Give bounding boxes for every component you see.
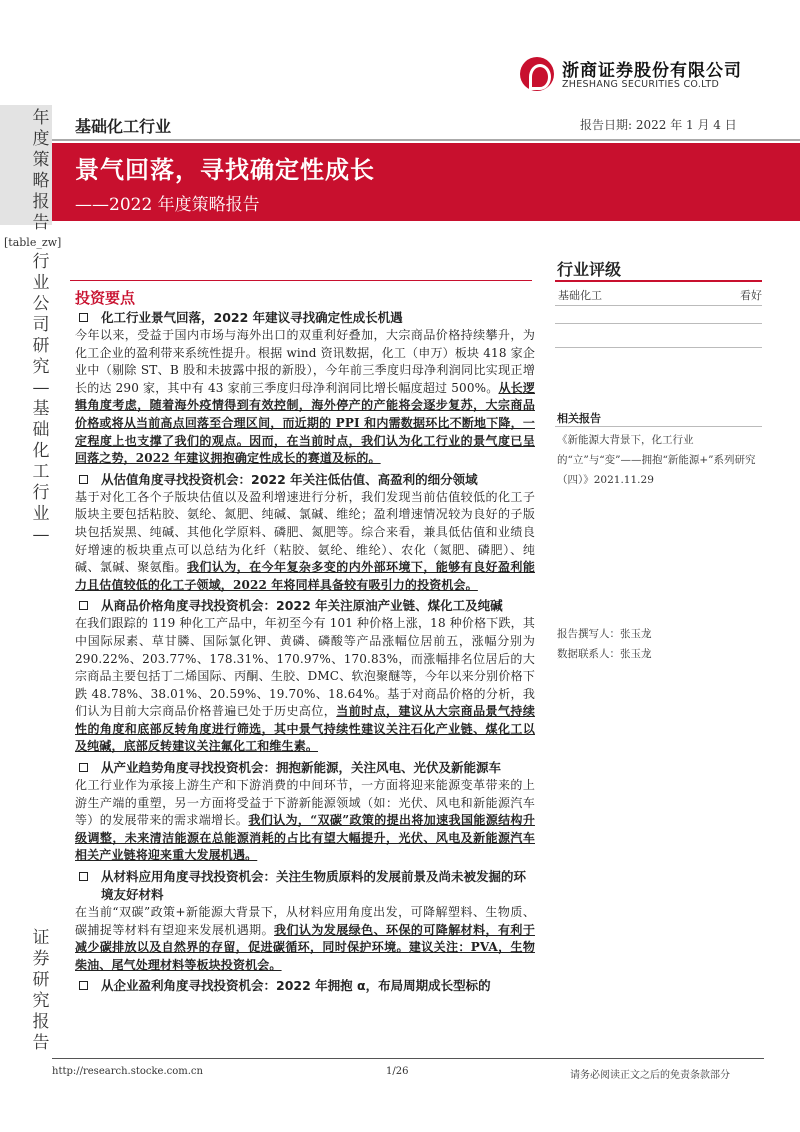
checkbox-icon <box>79 872 88 881</box>
rating-value: 看好 <box>740 289 762 302</box>
data-contact: 数据联系人：张玉龙 <box>557 648 652 660</box>
report-subtitle: ——2022 年度策略报告 <box>75 195 260 215</box>
divider <box>555 305 762 306</box>
bullet-title: 从企业盈利角度寻找投资机会：2022 年拥抱 α，布局周期成长型标的 <box>101 978 491 994</box>
company-name-cn: 浙商证券股份有限公司 <box>562 61 742 81</box>
related-rule <box>555 426 762 427</box>
bullet-paragraph <box>75 904 535 974</box>
checkbox-icon <box>79 313 88 322</box>
bullet-block <box>75 868 535 974</box>
paragraph-highlight: 我们认为，在今年复杂多变的内外部环境下，能够有良好盈利能力且估值较低的化工子领域，2022 年将同样具备较有吸引力的投资机会。 <box>75 560 535 592</box>
rating-row <box>558 287 762 303</box>
investment-points <box>75 306 535 995</box>
checkbox-icon <box>79 981 88 990</box>
company-logo <box>520 55 760 95</box>
section-title: 投资要点 <box>75 289 136 307</box>
logo-mark-icon <box>520 57 554 91</box>
divider <box>555 323 762 324</box>
bullet-paragraph <box>75 489 535 595</box>
bullet-title: 化工行业景气回落，2022 年建议寻找确定性成长机遇 <box>101 310 403 325</box>
industry-name: 基础化工行业 <box>75 117 172 136</box>
bullet-block <box>75 309 535 468</box>
page-number: 1/26 <box>386 1066 409 1077</box>
related-report-item: 《新能源大背景下，化工行业的“立”与“变”——拥抱“新能源+”系列研究（四）》2021.11.29 <box>557 434 756 486</box>
bullet-paragraph <box>75 615 535 756</box>
paragraph-highlight: 我们认为发展绿色、环保的可降解材料，有利于减少碳排放以及自然界的存留，促进碳循环，同时保护环境。建议关注：PVA，生物柴油、尾气处理材料等板块投资机会。 <box>75 922 535 972</box>
bullet-heading <box>75 597 535 615</box>
bullet-title: 从估值角度寻找投资机会：2022 年关注低估值、高盈利的细分领域 <box>101 471 478 487</box>
paragraph-text: 今年以来，受益于国内市场与海外出口的双重利好叠加，大宗商品价格持续攀升，为化工企业的盈利带来系统性提升。根据 wind 资讯数据，化工（申万）板块 418 家企业中（剔除 ST、B 股和未披露中报的新股），今年前三季度归母净利润同比实现正增长的达 290 家，其中有 43 家前三季度归母净利润同比增长幅度超过 500%。 <box>75 328 535 395</box>
section-rule <box>70 280 532 281</box>
checkbox-icon <box>79 475 88 484</box>
checkbox-icon <box>79 763 88 772</box>
side-label-securities-report: 证券研究报告 <box>32 928 50 1053</box>
rating-title: 行业评级 <box>557 260 622 279</box>
bullet-title: 从商品价格角度寻找投资机会：2022 年关注原油产业链、煤化工及纯碱 <box>101 598 503 614</box>
paragraph-highlight: 从长逻辑角度考虑，随着海外疫情得到有效控制，海外停产的产能将会逐步复苏，大宗商品价格或将从当前高点回落至合理区间，而近期的 PPI 和内需数据环比不断地下降，一定程度上也支撑了我们的观点。因而，在当前时点，我们认为化工行业的景气度已呈回落之势，2022 年建议拥抱确定性成长的赛道及标的。 <box>75 380 535 466</box>
bullet-block <box>75 471 535 595</box>
paragraph-text: 化工行业作为承接上游生产和下游消费的中间环节，一方面将迎来能源变革带来的上游生产端的重塑，另一方面将受益于下游新能源领域（如：光伏、风电和新能源汽车等）的发展带来的需求端增长。 <box>75 778 535 828</box>
checkbox-icon <box>79 601 88 610</box>
bullet-block <box>75 759 535 865</box>
bullet-title: 从材料应用角度寻找投资机会：关注生物质原料的发展前景及尚未被发掘的环境友好材料 <box>101 869 527 903</box>
paragraph-text: 基于对化工各个子版块估值以及盈利增速进行分析，我们发现当前估值较低的化工子版块主要包括粘胶、氨纶、氮肥、纯碱、氯碱、维纶；盈利增速情况较为良好的子版块包括炭黑、纯碱、其他化学原料、磷肥、氮肥等。综合来看，兼具低估值和业绩良好增速的板块重点可以总结为化纤（粘胶、氨纶、维纶）、农化（氮肥、磷肥）、纯碱、氯碱、聚氨酯。 <box>75 489 535 575</box>
bullet-heading <box>75 471 535 489</box>
side-label-annual: 年度策略报告 <box>32 108 50 233</box>
paragraph-text: 在我们跟踪的 119 种化工产品中，年初至今有 101 种价格上涨，18 种价格下跌，其中国际尿素、草甘膦、国际氯化钾、黄磷、磷酸等产品涨幅位居前五，涨幅分别为 290.22%、203.77%、178.31%、170.97%、170.83%，而涨幅排名位居后的大宗商品主要包括丁二烯国际、丙酮、生胶、DMC、软泡聚醚等，今年以来分别价格下跌 48.78%、38.01%、20.59%、19.70%、18.64%。基于对商品价格的分析，我们认为目前大宗商品价格普遍已处于历史高位， <box>75 616 535 719</box>
side-label-category: 行业公司研究—基础化工行业— <box>32 252 50 545</box>
bullet-heading <box>75 868 535 904</box>
paragraph-highlight: 我们认为，“双碳”政策的提出将加速我国能源结构升级调整，未来清洁能源在总能源消耗的占比有望大幅提升，光伏、风电及新能源汽车相关产业链将迎来重大发展机遇。 <box>75 813 535 863</box>
bullet-heading <box>75 309 535 327</box>
table-tag: [table_zw] <box>4 236 62 249</box>
report-title: 景气回落，寻找确定性成长 <box>75 156 375 184</box>
company-name-en: ZHESHANG SECURITIES CO.LTD <box>562 79 720 90</box>
paragraph-highlight: 当前时点，建议从大宗商品景气持续性的角度和底部反转角度进行筛选，其中景气持续性建议关注石化产业链、煤化工以及纯碱，底部反转建议关注氟化工和维生素。 <box>75 704 536 754</box>
related-reports-title: 相关报告 <box>557 412 601 425</box>
footer-rule <box>52 1058 764 1059</box>
report-date: 报告日期: 2022 年 1 月 4 日 <box>580 118 737 132</box>
rating-rule <box>555 280 762 282</box>
rating-sector: 基础化工 <box>558 289 602 302</box>
report-writer: 报告撰写人：张玉龙 <box>557 628 652 640</box>
bullet-paragraph <box>75 777 535 865</box>
footer-url[interactable]: http://research.stocke.com.cn <box>52 1066 203 1077</box>
divider <box>555 347 762 348</box>
bullet-title: 从产业趋势角度寻找投资机会：拥抱新能源，关注风电、光伏及新能源车 <box>101 760 502 776</box>
bullet-paragraph <box>75 327 535 468</box>
bullet-heading <box>75 977 535 995</box>
bullet-block <box>75 977 535 995</box>
paragraph-text: 在当前“双碳”政策+新能源大背景下，从材料应用角度出发，可降解塑料、生物质、碳捕捉等材料有望迎来发展机遇期。 <box>75 905 535 937</box>
bullet-block <box>75 597 535 756</box>
bullet-heading <box>75 759 535 777</box>
footer-disclaimer: 请务必阅读正文之后的免责条款部分 <box>570 1070 730 1081</box>
